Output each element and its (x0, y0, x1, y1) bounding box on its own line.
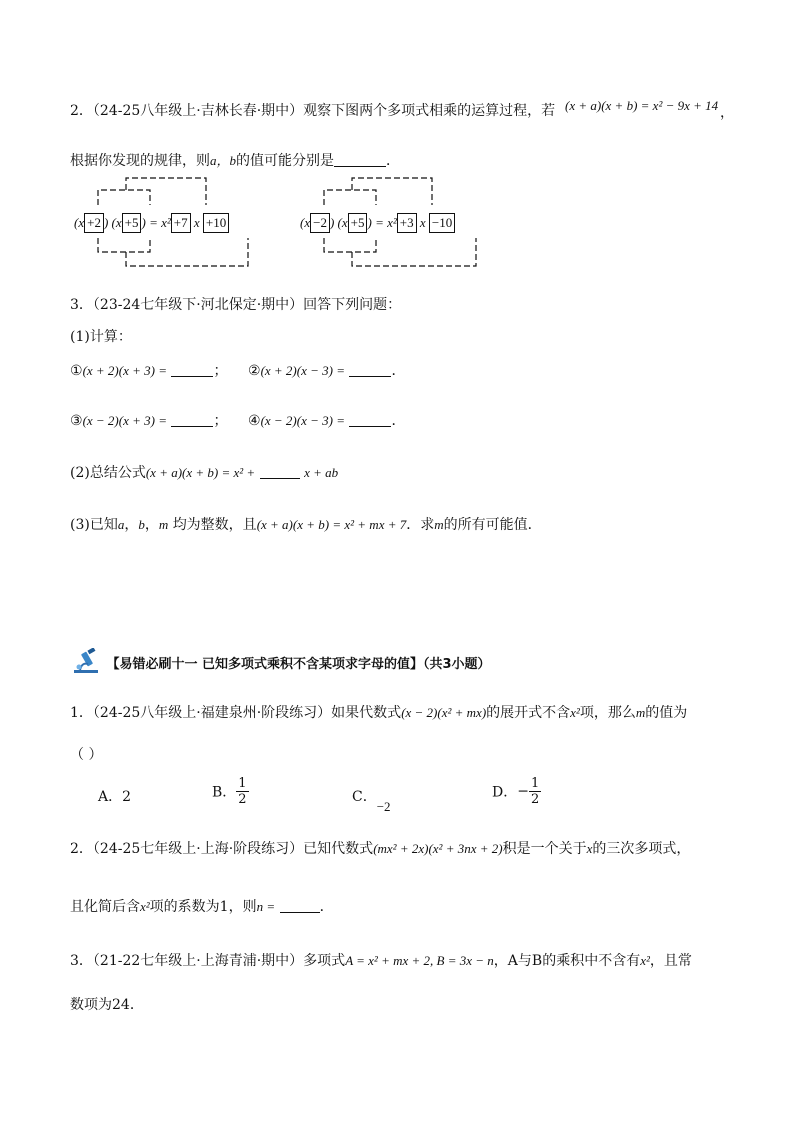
s2-line2b: 项的系数为1，则 (149, 899, 257, 915)
s3-number: 3． (70, 953, 93, 969)
s1-option-a[interactable]: A．2 (98, 789, 132, 805)
q3-item-1 (70, 360, 227, 380)
d1-box2: +5 (122, 213, 142, 233)
section-heading (72, 648, 491, 674)
s2-mid: 积是一个关于 (502, 841, 587, 857)
q3-expr-2: (x + 2)(x − 3) = (260, 363, 345, 378)
s2-number: 2． (70, 841, 93, 857)
s2-xsq: x² (140, 899, 150, 914)
s3-xsq: x² (640, 953, 650, 968)
q3-part2-tail: x + ab (304, 465, 339, 480)
q3-part3-expr: (x + a)(x + b) = x² + mx + 7 (256, 517, 407, 532)
q2-line2-text: 根据你发现的规律，则 (70, 153, 210, 169)
s1-option-b-fraction (236, 776, 248, 807)
s1-option-b[interactable] (212, 776, 249, 807)
s1-line1 (70, 702, 687, 722)
s1-option-d-sign: − (517, 783, 529, 800)
q3-part3-text3: 的所有可能值． (443, 517, 542, 533)
q3-part3 (70, 514, 542, 534)
d1-text2: ) (x (103, 215, 122, 230)
s2-mid2: 的三次多项式， (592, 841, 691, 857)
s2-end: ． (319, 899, 334, 915)
s1-option-c-label: C． (352, 789, 377, 805)
q3-part2-label: (2)总结公式 (70, 465, 146, 481)
d2-text1: (x (300, 215, 311, 230)
q2-line2 (70, 150, 400, 170)
d2-box2: +5 (348, 213, 368, 233)
circle-2: ② (248, 363, 261, 379)
q3-blank-1[interactable] (171, 362, 213, 377)
q2-diagram-2 (300, 213, 455, 233)
q2-comma: ， (720, 105, 734, 121)
q3-part3-text: 均为整数，且 (172, 517, 257, 533)
s1-mid2: 项，那么 (579, 705, 636, 721)
q3-header (70, 294, 401, 314)
d1-text4: x (193, 215, 200, 230)
q3-part2-expr: (x + a)(x + b) = x² + (145, 465, 256, 480)
s3-line1 (70, 950, 692, 970)
q3-number: 3． (70, 297, 93, 313)
q3-var-b: b (138, 517, 145, 532)
s1-option-b-label: B． (212, 784, 237, 801)
q3-part2 (70, 462, 338, 482)
s2-line2a: 且化简后含 (70, 899, 140, 915)
s2-line1 (70, 838, 690, 858)
s1-paren: （ ） (70, 747, 103, 763)
q3-expr-3: (x − 2)(x + 3) = (82, 413, 167, 428)
q2-diagram-1 (74, 213, 229, 233)
d1-box3: +7 (171, 213, 191, 233)
s1-m: m (635, 705, 646, 720)
d1-box1: +2 (84, 213, 104, 233)
q3-source: （23-24七年级下·河北保定·期中）回答下列问题： (92, 297, 402, 313)
q3-item-2 (248, 360, 405, 380)
d2-box4: −10 (429, 213, 455, 233)
s1-option-d[interactable] (492, 776, 541, 807)
d-denominator: 2 (530, 792, 540, 807)
s2-x: x (586, 841, 593, 856)
d-numerator: 1 (530, 776, 540, 791)
b-numerator: 1 (238, 776, 247, 791)
q2-vars: a，b (210, 153, 237, 168)
s2-expr: (mx² + 2x)(x² + 3nx + 2) (373, 841, 503, 856)
d1-text3: ) = x² (141, 215, 171, 230)
s1-xsq: x² (570, 705, 580, 720)
s2-answer-blank[interactable] (280, 898, 320, 913)
q3-part2-blank[interactable] (260, 464, 300, 479)
section-title: 【易错必刷十一 已知多项式乘积不含某项求字母的值】（共3小题） (106, 657, 491, 672)
s3-line2: 数项为24． (70, 997, 144, 1013)
s2-n: n = (256, 899, 276, 914)
q2-period: ． (386, 153, 401, 169)
q3-sep-3: ； (213, 413, 228, 429)
s1-source: （24-25八年级上·福建泉州·阶段练习）如果代数式 (92, 705, 402, 721)
s2-source: （24-25七年级上·上海·阶段练习）已知代数式 (92, 841, 374, 857)
d2-box3: +3 (397, 213, 417, 233)
s1-option-d-fraction (529, 776, 541, 807)
s1-mid: 的展开式不含 (486, 705, 571, 721)
q3-item-4 (248, 410, 405, 430)
s1-option-d-label: D． (492, 784, 518, 801)
q2-answer-blank[interactable] (334, 152, 386, 167)
s3-mid2: ，且常 (649, 953, 692, 969)
s3-source: （21-22七年级上·上海青浦·期中）多项式 (92, 953, 346, 969)
q3-end-2: ． (391, 363, 406, 379)
d2-text3: ) = x² (367, 215, 397, 230)
q3-blank-4[interactable] (349, 412, 391, 427)
q3-part3-text2: ．求 (406, 517, 435, 533)
q3-blank-3[interactable] (171, 412, 213, 427)
b-denominator: 2 (238, 792, 247, 807)
circle-3: ③ (70, 413, 83, 429)
q3-var-m2: m (434, 517, 444, 532)
circle-1: ① (70, 363, 83, 379)
q3-part3-label: (3)已知 (70, 517, 118, 533)
q3-part1-label: (1)计算： (70, 329, 132, 345)
s1-option-c-value: −2 (376, 799, 391, 814)
s1-expr: (x − 2)(x² + mx) (401, 705, 487, 720)
q3-blank-2[interactable] (349, 362, 391, 377)
s1-number: 1． (70, 705, 93, 721)
q3-sep-b: ， (144, 517, 159, 533)
q3-item-3 (70, 410, 227, 430)
s3-mid: ，A与B的乘积中不含有 (493, 953, 641, 969)
q3-var-m: m (158, 517, 169, 532)
q2-line2-text2: 的值可能分别是 (236, 153, 335, 169)
q3-sep-a: ， (124, 517, 139, 533)
s1-option-c[interactable] (352, 786, 391, 814)
q2-header (70, 100, 555, 120)
d1-box4: +10 (203, 213, 229, 233)
q2-formula: (x + a)(x + b) = x² − 9x + 14 (565, 98, 719, 113)
q3-expr-4: (x − 2)(x − 3) = (260, 413, 345, 428)
q2-number: 2． (70, 103, 93, 119)
q3-end-4: ． (391, 413, 406, 429)
s3-expr: A = x² + mx + 2, B = 3x − n (345, 953, 494, 968)
s2-line2 (70, 896, 334, 916)
d2-text2: ) (x (329, 215, 348, 230)
q2-source: （24-25八年级上·吉林长春·期中）观察下图两个多项式相乘的运算过程，若 (92, 103, 556, 119)
microscope-icon (72, 648, 102, 674)
q3-expr-1: (x + 2)(x + 3) = (82, 363, 167, 378)
circle-4: ④ (248, 413, 261, 429)
q3-sep-1: ； (213, 363, 228, 379)
q3-var-a: a (117, 517, 125, 532)
d2-box1: −2 (310, 213, 330, 233)
s1-end: 的值为 (645, 705, 688, 721)
d2-text4: x (419, 215, 426, 230)
d1-text1: (x (74, 215, 85, 230)
